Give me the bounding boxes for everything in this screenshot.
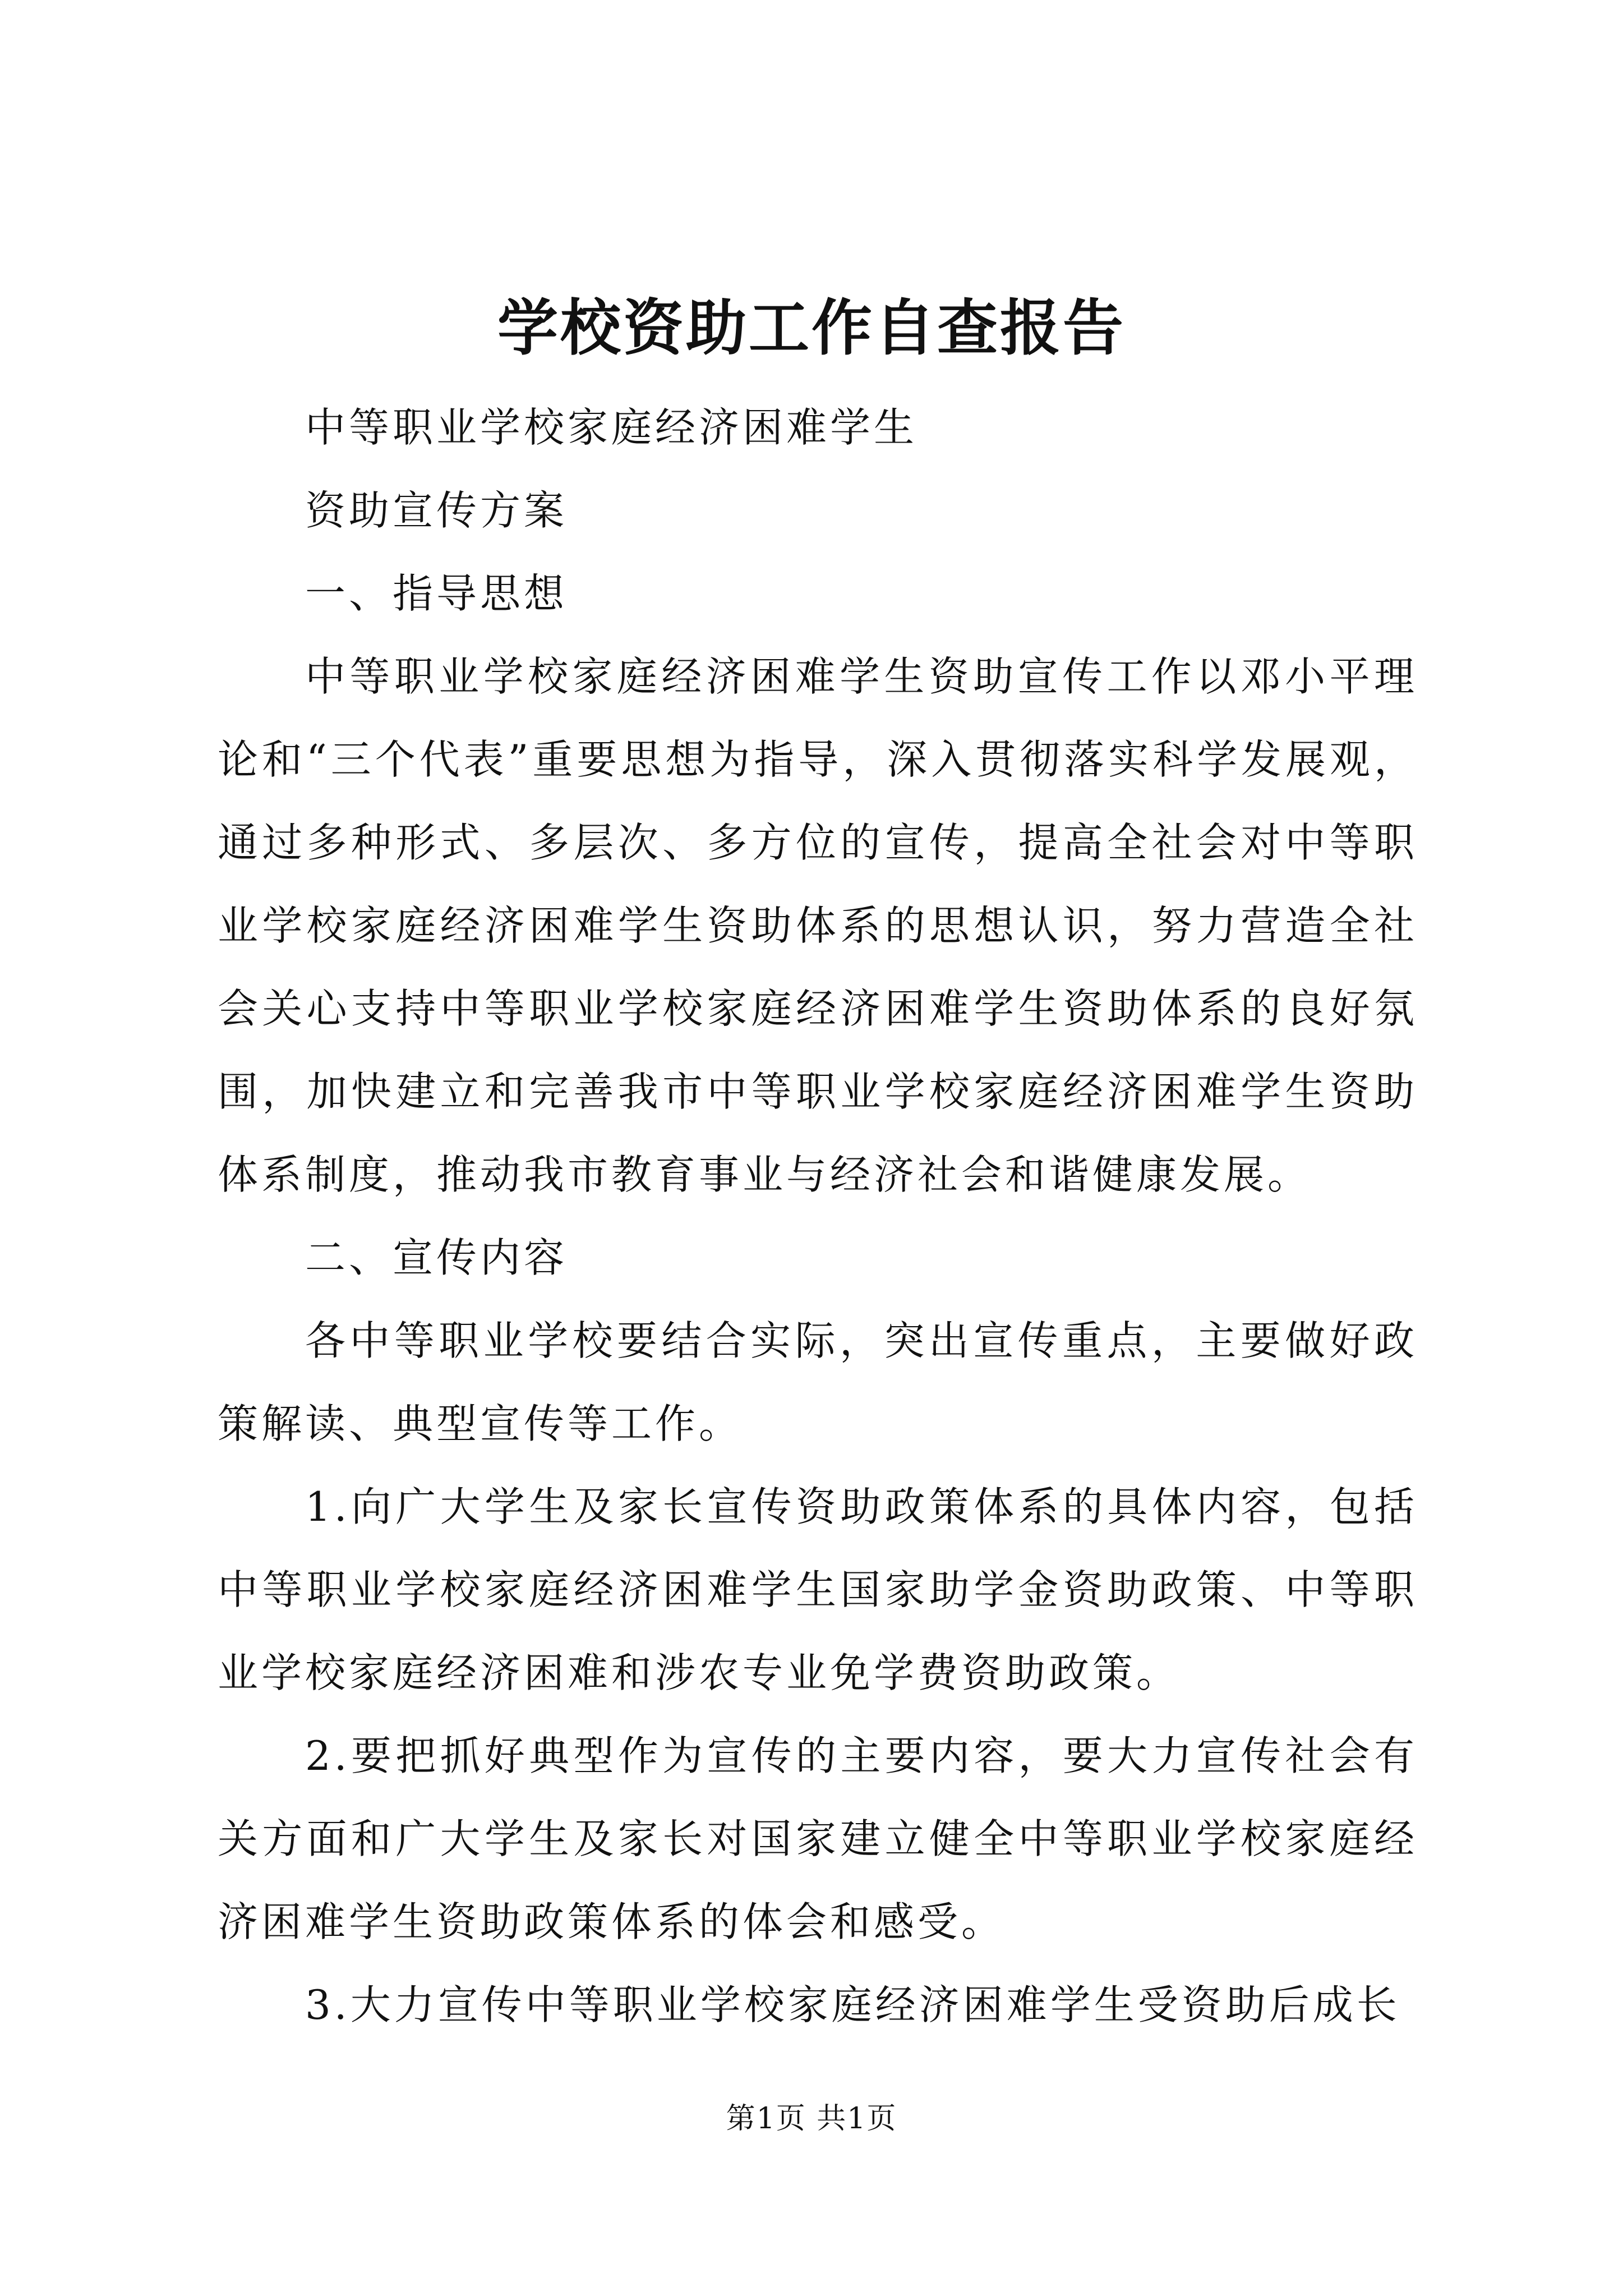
body-paragraph: 中等职业学校家庭经济困难学生资助宣传工作以邓小平理论和“三个代表”重要思想为指导，深入贯彻落实科学发展观，通过多种形式、多层次、多方位的宣传，提高全社会对中等职业学校家庭经济困难学生资助体系的思想认识，努力营造全社会关心支持中等职业学校家庭经济困难学生资助体系的良好氛围，加快建立和完善我市中等职业学校家庭经济困难学生资助体系制度，推动我市教育事业与经济社会和谐健康发展。 [218, 653, 1418, 1198]
list-item: 1.向广大学生及家长宣传资助政策体系的具体内容，包括中等职业学校家庭经济困难学生国家助学金资助政策、中等职业学校家庭经济困难和涉农专业免学费资助政策。 [218, 1483, 1418, 1696]
body-paragraph: 各中等职业学校要结合实际，突出宣传重点，主要做好政策解读、典型宣传等工作。 [218, 1317, 1418, 1447]
page-footer: 第1页 共1页 [726, 2102, 897, 2136]
body-paragraph: 中等职业学校家庭经济困难学生 [305, 404, 918, 451]
document-title: 学校资助工作自查报告 [497, 293, 1126, 364]
section-heading: 二、宣传内容 [305, 1234, 568, 1281]
list-item: 2.要把抓好典型作为宣传的主要内容，要大力宣传社会有关方面和广大学生及家长对国家建立健全中等职业学校家庭经济困难学生资助政策体系的体会和感受。 [218, 1732, 1418, 1945]
body-paragraph: 资助宣传方案 [305, 487, 568, 534]
list-item: 3.大力宣传中等职业学校家庭经济困难学生受资助后成长 [305, 1981, 1400, 2028]
section-heading: 一、指导思想 [305, 570, 568, 617]
document-body [218, 386, 1418, 2046]
